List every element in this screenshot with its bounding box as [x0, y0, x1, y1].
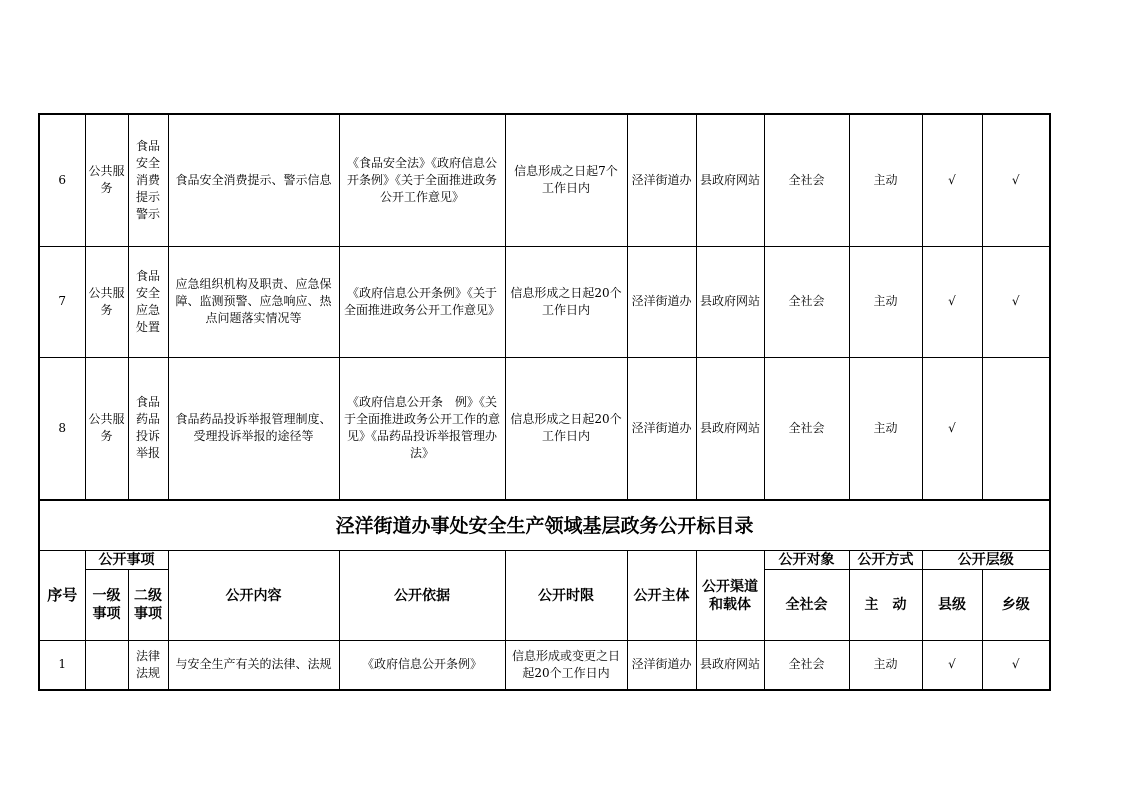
table-row: [39, 357, 1050, 500]
header-content: 公开内容: [168, 551, 339, 641]
public-time-limit: 信息形成之日起20个工作日内: [505, 246, 627, 357]
row-number: 8: [39, 357, 85, 500]
catalog-table-work-safety: [38, 500, 1051, 691]
public-basis: 《政府信息公开条例》《关于全面推进政务公开工作意见》: [339, 246, 505, 357]
town-level-check: [982, 357, 1050, 500]
header-target-group: 公开对象: [764, 551, 849, 570]
header-no: 序号: [39, 551, 85, 641]
section-title-row: [39, 501, 1050, 551]
level2-item: 食品安全应急处置: [128, 246, 168, 357]
level1-item: 公共服务: [85, 246, 128, 357]
public-content: 应急组织机构及职责、应急保障、监测预警、应急响应、热点问题落实情况等: [168, 246, 339, 357]
public-target: 全社会: [764, 641, 849, 690]
catalog-table-food-safety: [38, 113, 1051, 501]
county-level-check: √: [922, 357, 982, 500]
header-town: 乡级: [982, 570, 1050, 641]
table-row: [39, 641, 1050, 690]
table-row: [39, 246, 1050, 357]
public-content: 食品药品投诉举报管理制度、受理投诉举报的途径等: [168, 357, 339, 500]
public-method: 主动: [849, 641, 922, 690]
public-content: 与安全生产有关的法律、法规: [168, 641, 339, 690]
public-content: 食品安全消费提示、警示信息: [168, 114, 339, 246]
county-level-check: √: [922, 114, 982, 246]
public-subject: 泾洋街道办: [627, 641, 696, 690]
header-target: 全社会: [764, 570, 849, 641]
header-level-group: 公开层级: [922, 551, 1050, 570]
header-basis: 公开依据: [339, 551, 505, 641]
town-level-check: √: [982, 246, 1050, 357]
public-time-limit: 信息形成之日起7个工作日内: [505, 114, 627, 246]
header-method: 主 动: [849, 570, 922, 641]
public-time-limit: 信息形成或变更之日起20个工作日内: [505, 641, 627, 690]
county-level-check: √: [922, 246, 982, 357]
public-method: 主动: [849, 357, 922, 500]
header-level2: 二级事项: [128, 570, 168, 641]
header-method-group: 公开方式: [849, 551, 922, 570]
public-basis: 《政府信息公开条 例》《关于全面推进政务公开工作的意见》《品药品投诉举报管理办法》: [339, 357, 505, 500]
county-level-check: √: [922, 641, 982, 690]
public-channel: 县政府网站: [696, 246, 764, 357]
header-level1: 一级事项: [85, 570, 128, 641]
level2-item: 法律法规: [128, 641, 168, 690]
header-channel: 公开渠道和载体: [696, 551, 764, 641]
public-target: 全社会: [764, 357, 849, 500]
town-level-check: √: [982, 641, 1050, 690]
level1-item: [85, 641, 128, 690]
table-row: [39, 114, 1050, 246]
public-subject: 泾洋街道办: [627, 114, 696, 246]
public-subject: 泾洋街道办: [627, 246, 696, 357]
public-target: 全社会: [764, 246, 849, 357]
public-target: 全社会: [764, 114, 849, 246]
header-time: 公开时限: [505, 551, 627, 641]
public-basis: 《政府信息公开条例》: [339, 641, 505, 690]
level1-item: 公共服务: [85, 357, 128, 500]
public-channel: 县政府网站: [696, 357, 764, 500]
public-basis: 《食品安全法》《政府信息公开条例》《关于全面推进政务公开工作意见》: [339, 114, 505, 246]
public-method: 主动: [849, 114, 922, 246]
header-subject: 公开主体: [627, 551, 696, 641]
header-county: 县级: [922, 570, 982, 641]
header-public-items: 公开事项: [85, 551, 168, 570]
public-channel: 县政府网站: [696, 114, 764, 246]
header-row-1: [39, 551, 1050, 570]
public-subject: 泾洋街道办: [627, 357, 696, 500]
town-level-check: √: [982, 114, 1050, 246]
level1-item: 公共服务: [85, 114, 128, 246]
row-number: 6: [39, 114, 85, 246]
public-channel: 县政府网站: [696, 641, 764, 690]
level2-item: 食品药品投诉举报: [128, 357, 168, 500]
row-number: 1: [39, 641, 85, 690]
level2-item: 食品安全消费提示警示: [128, 114, 168, 246]
public-time-limit: 信息形成之日起20个工作日内: [505, 357, 627, 500]
section-title: 泾洋街道办事处安全生产领域基层政务公开标目录: [39, 501, 1050, 551]
row-number: 7: [39, 246, 85, 357]
public-method: 主动: [849, 246, 922, 357]
